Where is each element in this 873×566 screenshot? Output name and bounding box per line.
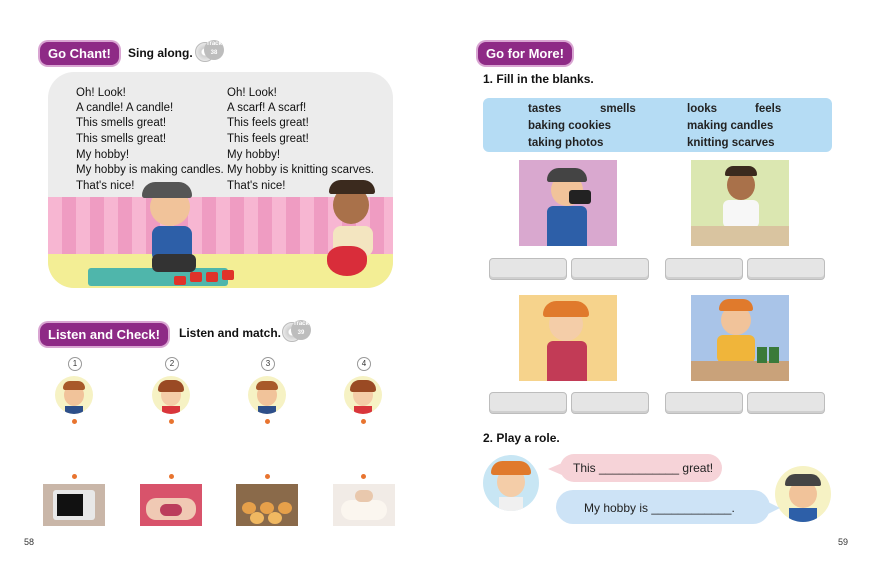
match-dot[interactable] xyxy=(361,474,366,479)
chant-line: A scarf! A scarf! xyxy=(227,102,307,114)
girl-knitting-picture xyxy=(519,295,617,381)
word-bank-item: tastes xyxy=(528,103,562,115)
item-number: 2 xyxy=(165,357,179,371)
item-number: 4 xyxy=(357,357,371,371)
listen-instruction: Listen and match. xyxy=(179,326,282,340)
speech-bubble-2 xyxy=(556,490,770,524)
go-for-more-badge: Go for More! xyxy=(478,42,572,65)
girl-knitting-illustration xyxy=(323,180,383,280)
question-1-text: Fill in the blanks. xyxy=(496,72,594,86)
match-dot[interactable] xyxy=(265,474,270,479)
item-number: 1 xyxy=(68,357,82,371)
word-bank-item: looks xyxy=(687,103,718,115)
boy-making-candles-picture xyxy=(691,295,789,381)
match-dot[interactable] xyxy=(361,419,366,424)
match-dot[interactable] xyxy=(72,419,77,424)
chant-instruction: Sing along. xyxy=(128,46,193,60)
page-number-left: 58 xyxy=(24,537,35,547)
word-bank-item: feels xyxy=(755,103,782,115)
speech-bubble-1-text: This ____________ great! xyxy=(573,461,714,475)
word-bank-item: smells xyxy=(600,103,636,115)
word-bank-item: taking photos xyxy=(528,137,604,149)
match-dot[interactable] xyxy=(169,474,174,479)
answer-blank[interactable] xyxy=(747,392,825,414)
bubble-1-tail xyxy=(548,463,562,475)
item-number: 3 xyxy=(261,357,275,371)
match-dot[interactable] xyxy=(265,419,270,424)
girl-speaker-avatar xyxy=(483,455,539,511)
camera-photo xyxy=(43,484,105,526)
chant-line: This smells great! xyxy=(76,117,167,129)
track-39-label: Track 39 xyxy=(291,320,311,340)
answer-blank[interactable] xyxy=(571,392,649,414)
page-number-right: 59 xyxy=(838,537,849,547)
question-1 xyxy=(483,72,594,86)
go-chant-badge: Go Chant! xyxy=(40,42,119,65)
question-2-number: 2. xyxy=(483,431,494,445)
chant-line: Oh! Look! xyxy=(227,87,277,99)
chant-line: This smells great! xyxy=(76,133,167,145)
match-dot[interactable] xyxy=(72,474,77,479)
chant-line: That's nice! xyxy=(76,180,135,192)
answer-blank[interactable] xyxy=(489,392,567,414)
boy-taking-photos-picture xyxy=(519,160,617,246)
chant-line: This feels great! xyxy=(227,117,309,129)
cupcakes-photo xyxy=(236,484,298,526)
boy-avatar xyxy=(55,376,93,414)
track-38-icon[interactable] xyxy=(195,40,225,62)
track-38-label: Track 38 xyxy=(204,40,224,60)
girl-avatar xyxy=(344,376,382,414)
answer-blank[interactable] xyxy=(571,258,649,280)
knitting-photo xyxy=(140,484,202,526)
chant-line: A candle! A candle! xyxy=(76,102,174,114)
girl-avatar xyxy=(152,376,190,414)
chant-line: Oh! Look! xyxy=(76,87,126,99)
chant-line: My hobby! xyxy=(227,149,281,161)
answer-blank[interactable] xyxy=(665,392,743,414)
chant-line: My hobby is making candles. xyxy=(76,164,224,176)
boy-speaker-avatar xyxy=(775,466,831,522)
question-2 xyxy=(483,431,560,445)
chant-line: My hobby is knitting scarves. xyxy=(227,164,375,176)
speech-bubble-1 xyxy=(560,454,722,482)
chant-line: This feels great! xyxy=(227,133,309,145)
word-bank-item: making candles xyxy=(687,120,774,132)
chant-line: My hobby! xyxy=(76,149,130,161)
question-2-text: Play a role. xyxy=(496,431,560,445)
track-39-icon[interactable] xyxy=(282,320,312,342)
boy-avatar xyxy=(248,376,286,414)
answer-blank[interactable] xyxy=(747,258,825,280)
question-1-number: 1. xyxy=(483,72,494,86)
answer-blank[interactable] xyxy=(489,258,567,280)
bubble-2-tail xyxy=(768,502,780,514)
word-bank-item: knitting scarves xyxy=(687,137,775,149)
listen-check-badge: Listen and Check! xyxy=(40,323,168,346)
match-dot[interactable] xyxy=(169,419,174,424)
chant-line: That's nice! xyxy=(227,180,286,192)
baking-dough-photo xyxy=(333,484,395,526)
girl-baking-cookies-picture xyxy=(691,160,789,246)
speech-bubble-2-text: My hobby is ____________. xyxy=(584,501,735,515)
boy-making-candles-illustration xyxy=(140,180,210,280)
word-bank-item: baking cookies xyxy=(528,120,612,132)
answer-blank[interactable] xyxy=(665,258,743,280)
